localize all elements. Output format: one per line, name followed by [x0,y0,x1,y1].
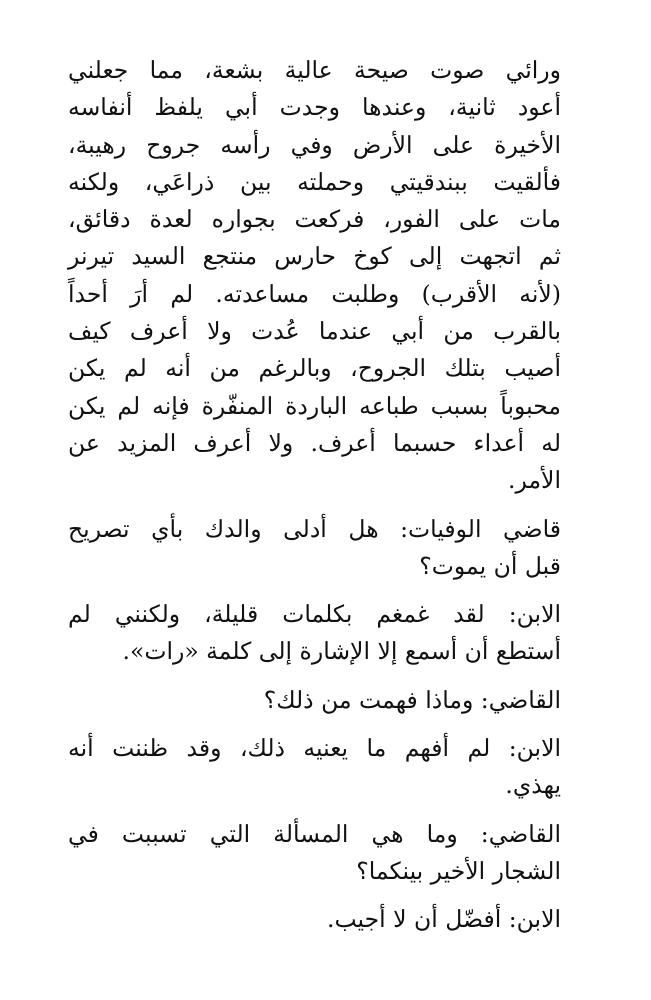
text-line: ثم اتجهت إلى كوخ حارس منتجع السيد تيرنر [68,242,561,271]
dialogue-paragraph [68,816,561,891]
text-line: قاضي الوفيات: هل أدلى والدك بأي تصريح [68,514,561,543]
dialogue-paragraph [68,901,561,938]
text-line: الابن: لم أفهم ما يعنيه ذلك، وقد ظننت أنه [68,734,561,763]
dialogue-paragraph [68,682,561,719]
text-line: بالقرب من أبي عندما عُدت ولا أعرف كيف [68,317,561,346]
text-line: الأخيرة على الأرض وفي رأسه جروح رهيبة، [68,130,561,159]
text-line: ورائي صوت صيحة عالية بشعة، مما جعلني [68,56,561,84]
text-line: أستطع أن أسمع إلا الإشارة إلى كلمة «رات». [122,637,561,666]
text-line: له أعداء حسبما أعرف. ولا أعرف المزيد عن [68,428,561,457]
text-line: مات على الفور، فركعت بجواره لعدة دقائق، [68,205,561,234]
text-line: الأمر. [508,466,561,495]
text-line: محبوباً بسبب طباعه الباردة المنفّرة فإنه لم يكن [68,391,561,420]
text-line: الابن: أفضّل أن لا أجيب. [327,905,561,934]
dialogue-paragraph [68,511,561,586]
text-line: الشجار الأخير بينكما؟ [356,856,561,885]
text-line: القاضي: وما هي المسألة التي تسببت في [68,819,561,848]
text-line: (لأنه الأقرب) وطلبت مساعدته. لم أرَ أحداً [68,279,561,308]
text-line: القاضي: وماذا فهمت من ذلك؟ [263,685,561,714]
text-line: قبل أن يموت؟ [419,551,561,580]
dialogue-paragraph [68,730,561,805]
text-line: يهذي. [505,771,561,800]
text-line: أعود ثانية، وعندها وجدت أبي يلفظ أنفاسه [68,93,561,122]
dialogue-paragraph [68,596,561,671]
narrative-paragraph [68,52,561,500]
text-line: الابن: لقد غمغم بكلمات قليلة، ولكنني لم [68,600,561,629]
text-line: أصيب بتلك الجروح، وبالرغم من أنه لم يكن [68,354,561,383]
text-line: فألقيت ببندقيتي وحملته بين ذراعَي، ولكنه [68,167,561,196]
